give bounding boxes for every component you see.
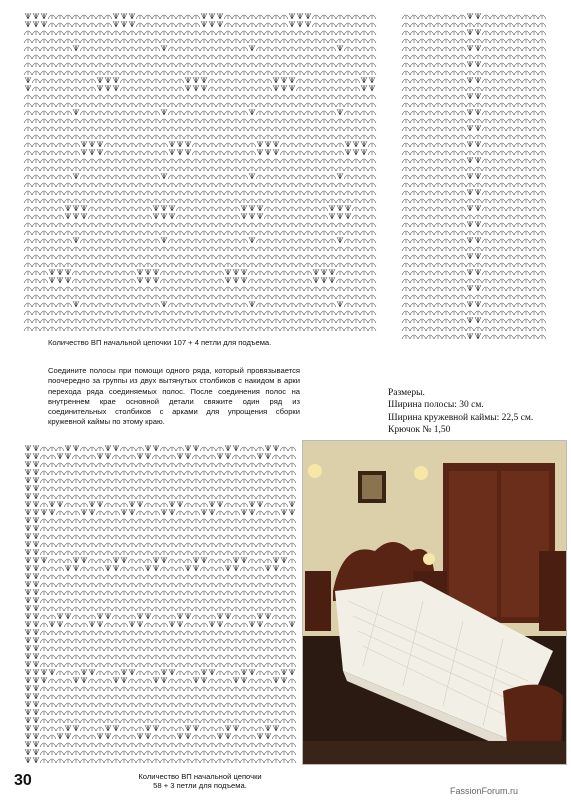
border-chart-caption — [120, 772, 280, 791]
joining-instructions: Соедините полосы при помощи одного ряда, который провязывается поочередно за группы из двух вытянутых столбиков с накидом в арки перехода ряда соединяемых полос. После соединения полос на внутреннем крае основной детали свяжите один ряд из соединительных столбиков с арками для упрощения сборки кружевной каймы по этому краю. — [48, 366, 300, 427]
bedroom-photo — [302, 440, 567, 765]
border-width: Ширина кружевной каймы: 22,5 см. — [388, 412, 534, 423]
hook-size: Крючок № 1,50 — [388, 425, 451, 436]
crochet-chart-main — [22, 8, 380, 340]
sizes-block — [388, 387, 568, 436]
main-chart-caption: Количество ВП начальной цепочки 107 + 4 петли для подъема. — [48, 338, 272, 347]
border-caption-line1: Количество ВП начальной цепочки — [138, 772, 262, 781]
watermark: FassionForum.ru — [450, 786, 519, 796]
sizes-heading: Размеры. — [388, 388, 425, 398]
strip-width: Ширина полосы: 30 см. — [388, 400, 484, 411]
crochet-chart-border — [22, 440, 298, 770]
border-caption-line2: 58 + 3 петли для подъема. — [153, 781, 247, 791]
page-number: 30 — [14, 772, 32, 789]
crochet-chart-joining — [400, 8, 550, 348]
